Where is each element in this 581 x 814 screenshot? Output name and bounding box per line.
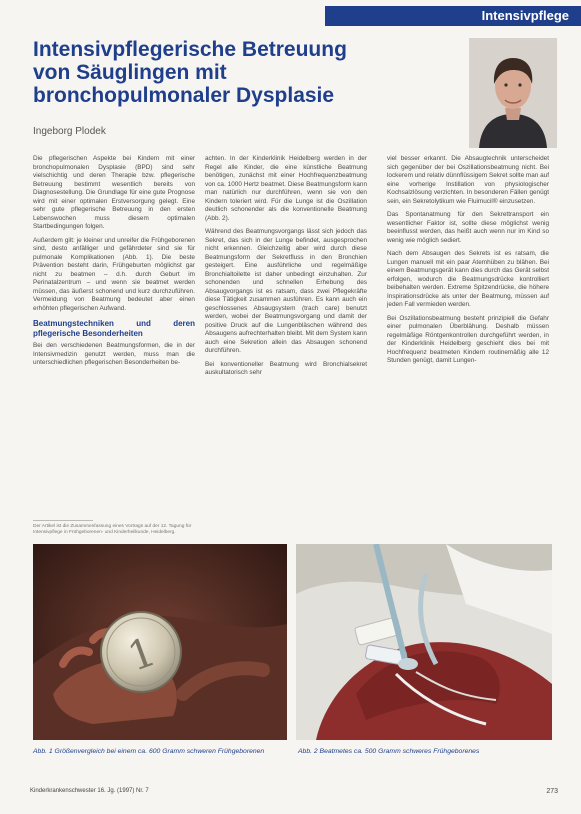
article-title [33,38,433,107]
title-line-3: bronchopulmonaler Dysplasie [33,84,335,107]
paragraph: Nach dem Absaugen des Sekrets ist es ratsam, die Lungen manuell mit ein paar Atemhüben zu blähen. Bei einem Beatmungsgerät kann dies durch das Gerät selbst erfolgen, wodurch die Beatmungsdrücke kontrolliert beibehalten werden. Extreme Spitzendrücke, die höhere Inspirationsdrücke als unter der Beatmung, müssen auf jeden Fall vermieden werden. [387,250,549,308]
footnote: Der Artikel ist die Zusammenfassung eines Vortrags auf der 12. Tagung für Intensivpflege in Frühgeborenen- und Kinderheilkunde, Heidelberg. [33,524,192,535]
paragraph: achten. In der Kinderklinik Heidelberg werden in der Regel alle Kinder, die eine künstliche Beatmung benötigen, zunächst mit einer Hochfrequenzbeatmung von ca. 1000 Hertz beatmet. Diese Beatmungsform kann man natürlich nur durchführen, wenn sie von den Kindern toleriert wird. Für die Lunge ist die Oszillation deutlich schonender als die konventionelle Beatmung (Abb. 2). [205,155,367,222]
paragraph: Die pflegerischen Aspekte bei Kindern mit einer bronchopulmonalen Dysplasie (BPD) sind sehr vielschichtig und deren Therapie bzw. pflegerische Betreuung bestimmt wesentlich bereits von Diagnosestellung. Die Grundlage für eine gute Prognose wird mit einer optimalen Erstversorgung gelegt. Eine sehr gute pflegerische Betreuung in den ersten Lebenswochen muss diesem optimalen Startbedingungen folgen. [33,155,195,230]
coin-digit: 1 [122,628,162,681]
author-name: Ingeborg Plodek [33,126,106,137]
figure-2-caption: Abb. 2 Beatmetes ca. 500 Gramm schweres Frühgeborenes [298,748,480,755]
author-portrait [469,38,557,148]
footnote-rule [33,520,93,521]
paragraph: Das Spontanatmung für den Sekrettransport ein wesentlicher Faktor ist, sollte diese möglichst wenig beeinflusst werden, das heißt auch wenn nur im Kind so wenig wie möglich sediert. [387,211,549,244]
figure-2-photo [296,544,552,740]
paragraph: Bei den verschiedenen Beatmungsformen, die in der Intensivmedizin genutzt werden, muss man die unterschiedlichen pflegerischen Besonderheiten be- [33,342,195,366]
figure-1-caption: Abb. 1 Größenvergleich bei einem ca. 600 Gramm schweren Frühgeborenen [33,748,265,755]
figure-1-photo [33,544,287,740]
text-column-1 [33,155,195,515]
journal-footer: Kinderkrankenschwester 16. Jg. (1997) Nr. 7 [30,788,149,794]
text-column-3 [387,155,549,545]
title-line-2: von Säuglingen mit [33,61,227,84]
paragraph: viel besser erkannt. Die Absaugtechnik unterscheidet sich gegenüber der bei Oszillationsbeatmung nicht. Bei lockerem und relativ dünnflüssigem Sekret sollte man auf eine vorherige Instillation von physiologischer Kochsalzlösung verzichten. In besonderen Fällen genügt sein, ein Sekretolytikum wie Fluimucil® einzusetzen. [387,155,549,205]
text-column-2 [205,155,367,545]
paragraph: Bei konventioneller Beatmung wird Bronchialsekret auskultatorisch sehr [205,360,367,376]
paragraph: Bei Oszillationsbeatmung besteht prinzipiell die Gefahr einer pulmonalen Überblähung. Deshalb müssen regelmäßige Röntgenkontrollen durchgeführt werden, in der Kinderklinik Heidelberg geschieht dies bei mit Hochfrequenz beatmeten Kindern routinemäßig alle 12 Stunden genügt, damit Lungen- [387,314,549,364]
paragraph: Während des Beatmungsvorgangs lässt sich jedoch das Sekret, das sich in der Lunge befindet, ausgesprochen nicht erkennen. Gleichzeitig aber wird durch diese Beatmungsform der Sekretfluss in den Bronchien gesteigert. Eine ausführliche und regelmäßige Bronchialtoilette ist daher unbedingt einzuhalten. Zur schonenden und schnellen Erhebung des Absaugvorgangs ist es ratsam, dass zwei Pflegekräfte diese Tätigkeit zusammen ausführen. Es kann auch ein geschlossenes Absaugsystem (trach care) benutzt werden, wobei der Beatmungsvorgang und damit der positive Druck auf die Lungenbläschen während des Absaugens aufrechterhalten bleibt. Mit dem System kann auch eine Sekretion allein das Absaugen schonend durchführen. [205,228,367,354]
section-heading: Beatmungstechniken und deren pflegerische Besonderheiten [33,319,195,338]
paragraph: Außerdem gilt: je kleiner und unreifer die Frühgeborenen sind, desto anfälliger und gefährdeter sind sie für pulmonale Komplikationen (Abb. 1). Die beste Prävention besteht darin, Frühgeburten möglichst gar nicht zu beatmen – d.h. durch Geburt im Perinatalzentrum – und wenn sie beatmet werden müssen, das äußerst schonend und kurz durchzuführen. Vermeidung von Beatmung bedeutet aber einen erhöhten pflegerischen Aufwand. [33,236,195,312]
page-number: 273 [546,788,558,795]
section-label: Intensivpflege [325,6,581,26]
title-line-1: Intensivpflegerische Betreuung [33,38,347,61]
